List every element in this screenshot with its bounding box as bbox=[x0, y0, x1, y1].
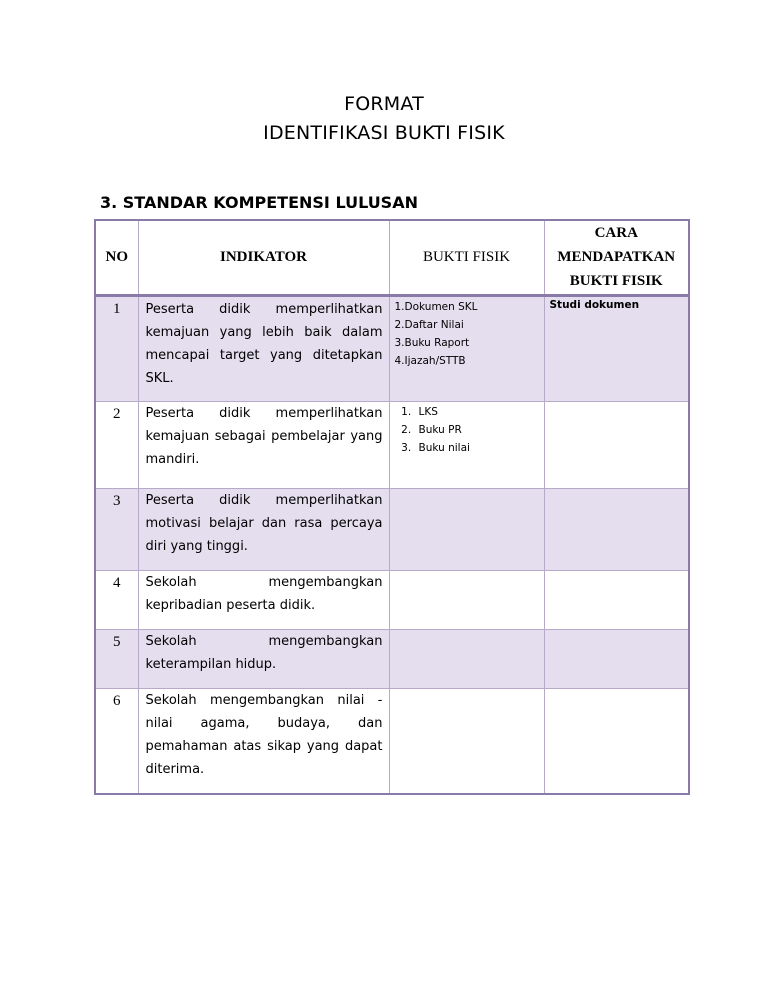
bukti-item: 3.Buku Raport bbox=[394, 336, 470, 349]
identification-table bbox=[94, 219, 690, 795]
row-cara bbox=[544, 688, 689, 794]
table-row bbox=[95, 629, 689, 688]
header-cara-line1: CARA bbox=[594, 225, 638, 242]
row-cara bbox=[544, 488, 689, 570]
row-bukti-fisik bbox=[389, 570, 544, 629]
table-row bbox=[95, 570, 689, 629]
row-indikator: Peserta didik memperlihatkan kemajuan yang lebih baik dalam mencapai target yang ditetapkan SKL. bbox=[138, 295, 389, 401]
row-cara bbox=[544, 401, 689, 488]
bukti-item: 1. LKS bbox=[415, 403, 540, 421]
row-cara: Studi dokumen bbox=[544, 295, 689, 401]
bukti-item: 2.Daftar Nilai bbox=[394, 318, 464, 331]
row-number: 3 bbox=[95, 488, 138, 570]
bukti-item: 1.Dokumen SKL bbox=[394, 300, 478, 313]
table-header-row bbox=[95, 220, 689, 295]
section-heading: 3. STANDAR KOMPETENSI LULUSAN bbox=[100, 193, 418, 212]
header-indikator: INDIKATOR bbox=[138, 220, 389, 295]
header-bukti-fisik: BUKTI FISIK bbox=[389, 220, 544, 295]
bukti-item: 2. Buku PR bbox=[415, 421, 540, 439]
row-indikator: Peserta didik memperlihatkan motivasi belajar dan rasa percaya diri yang tinggi. bbox=[138, 488, 389, 570]
row-number: 1 bbox=[95, 295, 138, 401]
bukti-item: 4.Ijazah/STTB bbox=[394, 354, 466, 367]
header-no: NO bbox=[95, 220, 138, 295]
header-cara bbox=[544, 220, 689, 295]
table-row bbox=[95, 401, 689, 488]
row-number: 5 bbox=[95, 629, 138, 688]
table-row bbox=[95, 295, 689, 401]
row-number: 4 bbox=[95, 570, 138, 629]
row-bukti-fisik bbox=[389, 688, 544, 794]
header-cara-line3: BUKTI FISIK bbox=[569, 273, 663, 290]
row-bukti-fisik bbox=[389, 629, 544, 688]
document-title: FORMAT bbox=[344, 93, 424, 115]
row-bukti-fisik bbox=[389, 401, 544, 488]
row-bukti-fisik bbox=[389, 488, 544, 570]
row-cara bbox=[544, 570, 689, 629]
bukti-item: 3. Buku nilai bbox=[415, 439, 540, 457]
row-cara bbox=[544, 629, 689, 688]
row-number: 2 bbox=[95, 401, 138, 488]
header-cara-line2: MENDAPATKAN bbox=[557, 249, 676, 266]
table-row bbox=[95, 488, 689, 570]
row-indikator: Sekolah mengembangkan nilai - nilai agama, budaya, dan pemahaman atas sikap yang dapat diterima. bbox=[138, 688, 389, 794]
document-subtitle: IDENTIFIKASI BUKTI FISIK bbox=[263, 122, 505, 144]
row-bukti-fisik bbox=[389, 295, 544, 401]
row-indikator: Peserta didik memperlihatkan kemajuan sebagai pembelajar yang mandiri. bbox=[138, 401, 389, 488]
row-number: 6 bbox=[95, 688, 138, 794]
row-indikator: Sekolah mengembangkan kepribadian peserta didik. bbox=[138, 570, 389, 629]
row-indikator: Sekolah mengembangkan keterampilan hidup. bbox=[138, 629, 389, 688]
table-row bbox=[95, 688, 689, 794]
